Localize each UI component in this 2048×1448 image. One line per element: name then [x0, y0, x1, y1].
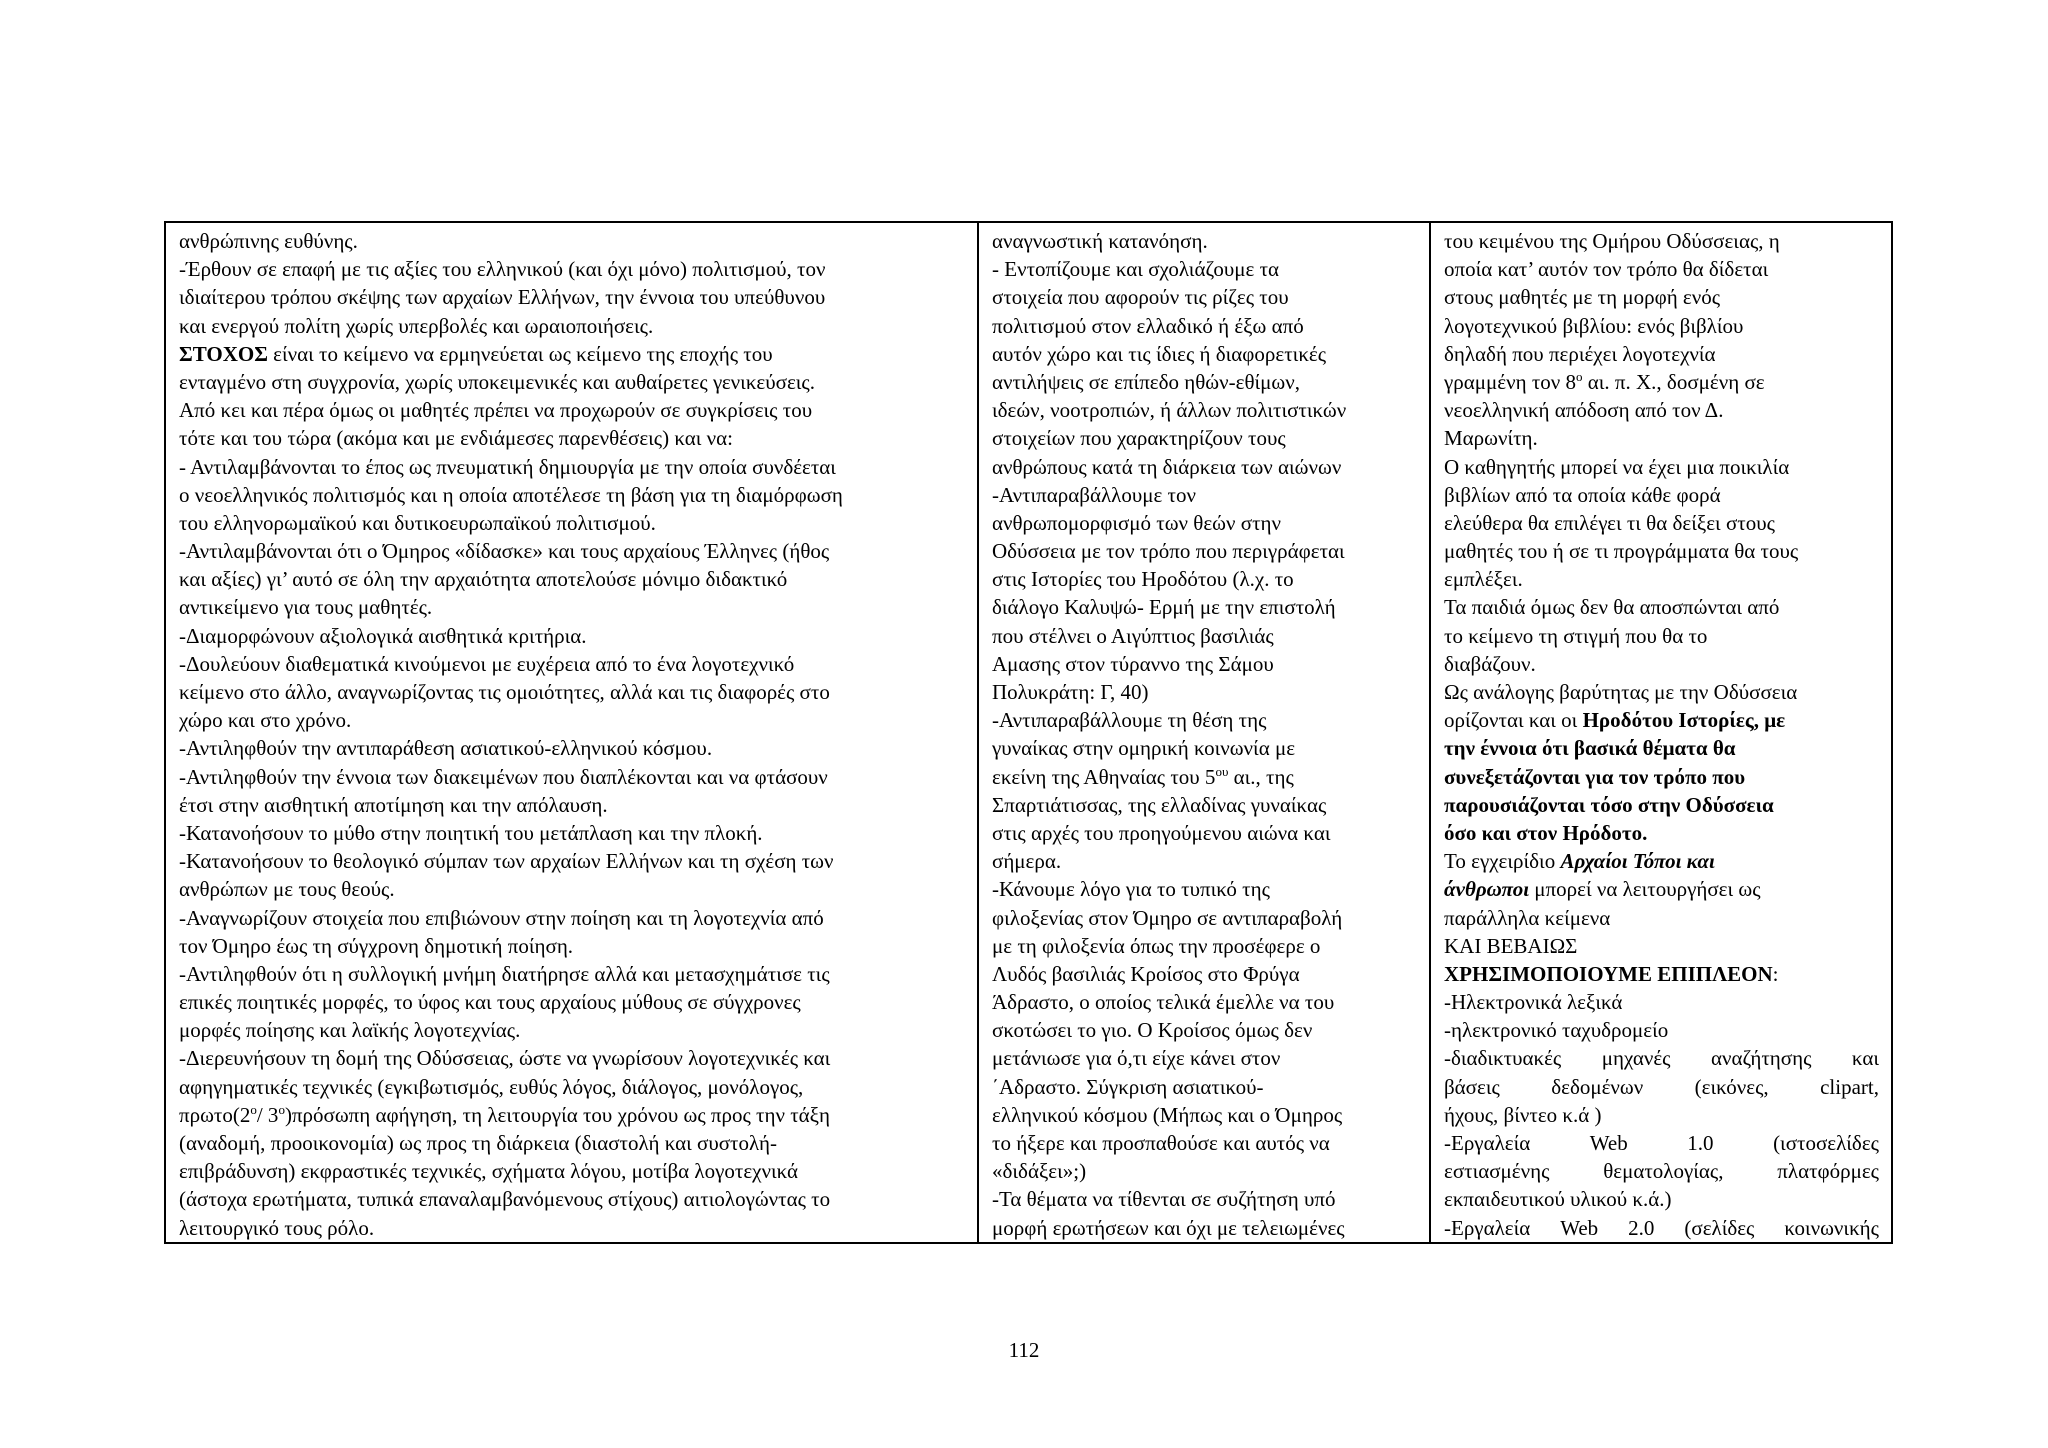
text-line [1444, 904, 1879, 932]
text-line [992, 424, 1417, 452]
text-line [1444, 593, 1879, 621]
text-run: -Αντιλαμβάνονται ότι ο Όμηρος «δίδασκε» και τους αρχαίους Έλληνες (ήθος [179, 539, 830, 564]
text-run: -Αντιληφθούν την έννοια των διακειμένων που διαπλέκονται και να φτάσουν [179, 764, 828, 789]
text-run: : [1772, 961, 1779, 986]
text-line [179, 565, 965, 593]
text-line [1444, 932, 1879, 960]
text-run: διαβάζουν. [1444, 651, 1536, 676]
text-run: γυναίκας στην ομηρική κοινωνία με [992, 736, 1296, 761]
word: δεδομένων [1551, 1074, 1644, 1099]
text-line [992, 340, 1417, 368]
text-run: και αξίες) γι’ αυτό σε όλη την αρχαιότητα αποτελούσε μόνιμο διδακτικό [179, 567, 788, 592]
text-run: -Διαμορφώνουν αξιολογικά αισθητικά κριτήρια. [179, 623, 587, 648]
text-run: έτσι στην αισθητική αποτίμηση και την απόλαυση. [179, 792, 608, 817]
text-line [179, 763, 965, 791]
text-run: -Έρθουν σε επαφή με τις αξίες του ελληνικού (και όχι μόνο) πολιτισμού, τον [179, 257, 826, 282]
text-run: ελληνικού κόσμου (Μήπως και ο Όμηρος [992, 1102, 1343, 1127]
content-table [164, 221, 1893, 1244]
text-line [1444, 734, 1879, 762]
text-run: και ενεργού πολίτη χωρίς υπερβολές και ωραιοποιήσεις. [179, 313, 654, 338]
text-line [179, 988, 965, 1016]
text-run: παράλληλα κείμενα [1444, 905, 1611, 930]
text-line [1444, 537, 1879, 565]
word: clipart, [1820, 1074, 1879, 1099]
emphasis-text: Ηροδότου Ιστορίες, με [1582, 708, 1786, 733]
text-run: φιλοξενίας στον Όμηρο σε αντιπαραβολή [992, 905, 1343, 930]
word: βάσεις [1444, 1074, 1500, 1099]
text-line [992, 1157, 1417, 1185]
text-line [179, 932, 965, 960]
text-line [179, 255, 965, 283]
text-run: τον Όμηρο έως τη σύγχρονη δημοτική ποίηση. [179, 933, 574, 958]
text-line [992, 227, 1417, 255]
emphasis-text: ΣΤΟΧΟΣ [179, 341, 268, 366]
emphasis-text: άνθρωποι [1444, 877, 1530, 902]
activities-column [978, 222, 1430, 1243]
text-line [179, 481, 965, 509]
text-line [1444, 368, 1879, 396]
text-line [1444, 424, 1879, 452]
text-run: Λυδός βασιλιάς Κροίσος στο Φρύγα [992, 961, 1300, 986]
text-run: σκοτώσει το γιο. Ο Κροίσος όμως δεν [992, 1018, 1313, 1043]
text-line [992, 678, 1417, 706]
text-run: Τα παιδιά όμως δεν θα αποσπώνται από [1444, 595, 1780, 620]
text-run: ορίζονται και οι [1444, 708, 1583, 733]
text-run: τότε και του τώρα (ακόμα και με ενδιάμεσες παρενθέσεις) και να: [179, 426, 733, 451]
text-run: -Δουλεύουν διαθεματικά κινούμενοι με ευχέρεια από το ένα λογοτεχνικό [179, 651, 795, 676]
text-run: επικές ποιητικές μορφές, το ύφος και τους αρχαίους μύθους σε σύγχρονες [179, 990, 801, 1015]
text-line [992, 622, 1417, 650]
word: 2.0 [1628, 1215, 1655, 1240]
text-line [992, 537, 1417, 565]
text-run: -Αντιπαραβάλλουμε τη θέση της [992, 708, 1267, 733]
text-run: το κείμενο τη στιγμή που θα το [1444, 623, 1708, 648]
text-run: εκείνη της Αθηναίας του 5 [992, 764, 1216, 789]
table-row [165, 222, 1892, 1243]
text-run: (αναδομή, προοικονομία) ως προς τη διάρκεια (διαστολή και συστολή- [179, 1131, 777, 1155]
text-run: λογοτεχνικού βιβλίου: ενός βιβλίου [1444, 313, 1744, 338]
text-line [179, 396, 965, 424]
text-run: Ο καθηγητής μπορεί να έχει μια ποικιλία [1444, 454, 1790, 479]
page-number: 112 [1008, 1338, 1040, 1362]
text-run: στους μαθητές με τη μορφή ενός [1444, 285, 1721, 310]
text-line [179, 650, 965, 678]
text-line [1444, 283, 1879, 311]
text-line [179, 1016, 965, 1044]
superscript: ο [1576, 368, 1583, 384]
text-run: Πολυκράτη: Γ, 40) [992, 680, 1149, 704]
word: (εικόνες, [1694, 1074, 1769, 1099]
text-line [992, 960, 1417, 988]
word: και [1851, 1046, 1879, 1071]
text-line [1444, 847, 1879, 875]
text-line [179, 904, 965, 932]
text-line [179, 1129, 965, 1157]
emphasis-text: Αρχαίοι Τόποι και [1560, 849, 1715, 874]
text-run: στοιχεία που αφορούν τις ρίζες του [992, 285, 1289, 310]
text-line [1444, 1157, 1879, 1185]
text-run: ΄Αδραστο. Σύγκριση ασιατικού- [992, 1074, 1264, 1099]
text-line [992, 706, 1417, 734]
text-line [179, 819, 965, 847]
text-run: μορφές ποίησης και λαϊκής λογοτεχνίας. [179, 1018, 521, 1043]
text-line [992, 396, 1417, 424]
text-run: μορφή ερωτήσεων και όχι με τελειωμένες [992, 1215, 1345, 1240]
word: -Εργαλεία [1444, 1215, 1531, 1240]
objectives-column [165, 222, 978, 1243]
text-line [1444, 960, 1879, 988]
text-run: Ως ανάλογης βαρύτητας με την Οδύσσεια [1444, 680, 1798, 704]
text-run: -Αντιληφθούν την αντιπαράθεση ασιατικού-ελληνικού κόσμου. [179, 736, 713, 761]
text-line [992, 875, 1417, 903]
text-line [179, 1157, 965, 1185]
text-line [1444, 1185, 1879, 1213]
word: πλατφόρμες [1777, 1159, 1879, 1184]
emphasis-text: συνεξετάζονται για τον τρόπο που [1444, 764, 1746, 789]
text-line [992, 650, 1417, 678]
text-line [1444, 481, 1879, 509]
text-run: -ηλεκτρονικό ταχυδρομείο [1444, 1018, 1669, 1043]
superscript: ο [278, 1101, 285, 1117]
text-line [992, 312, 1417, 340]
text-line [179, 960, 965, 988]
text-line [179, 1073, 965, 1101]
text-run: στοιχείων που χαρακτηρίζουν τους [992, 426, 1286, 451]
text-line [179, 791, 965, 819]
text-run: το ήξερε και προσπαθούσε και αυτός να [992, 1131, 1330, 1155]
emphasis-text: ΧΡΗΣΙΜΟΠΟΙΟΥΜΕ ΕΠΙΠΛΕΟΝ [1444, 961, 1773, 986]
text-line [179, 340, 965, 368]
text-line [179, 424, 965, 452]
text-line [1444, 791, 1879, 819]
text-run: ο νεοελληνικός πολιτισμός και η οποία αποτέλεσε τη βάση για τη διαμόρφωση [179, 482, 843, 507]
word: 1.0 [1687, 1131, 1714, 1155]
text-line [179, 734, 965, 762]
superscript: ου [1215, 763, 1229, 779]
text-run: στις αρχές του προηγούμενου αιώνα και [992, 820, 1331, 845]
text-line [1444, 255, 1879, 283]
text-line [1444, 1073, 1879, 1101]
text-run: βιβλίων από τα οποία κάθε φορά [1444, 482, 1721, 507]
text-line [992, 1044, 1417, 1072]
text-line [1444, 988, 1879, 1016]
text-line [1444, 819, 1879, 847]
text-line [992, 1073, 1417, 1101]
text-line [992, 1016, 1417, 1044]
text-line [992, 988, 1417, 1016]
text-line [992, 734, 1417, 762]
word: -διαδικτυακές [1444, 1046, 1562, 1071]
word: κοινωνικής [1784, 1215, 1879, 1240]
word: (ιστοσελίδες [1773, 1131, 1879, 1155]
text-run: (άστοχα ερωτήματα, τυπικά επαναλαμβανόμενους στίχους) αιτιολογώντας το [179, 1187, 831, 1212]
text-line [179, 847, 965, 875]
text-line [992, 791, 1417, 819]
word: εστιασμένης [1444, 1159, 1550, 1184]
text-line [1444, 340, 1879, 368]
text-run: «διδάξει»;) [992, 1159, 1087, 1184]
text-run: -Ηλεκτρονικά λεξικά [1444, 990, 1623, 1015]
text-run: αναγνωστική κατανόηση. [992, 229, 1208, 253]
text-run: -Τα θέματα να τίθενται σε συζήτηση υπό [992, 1187, 1336, 1212]
text-run: / 3 [256, 1102, 279, 1127]
word: Web [1560, 1215, 1599, 1240]
text-line [992, 763, 1417, 791]
text-line [992, 904, 1417, 932]
text-run: νεοελληνική απόδοση από τον Δ. [1444, 398, 1724, 423]
text-run: μετάνιωσε για ό,τι είχε κάνει στον [992, 1046, 1281, 1071]
text-run: Αμασης στον τύραννο της Σάμου [992, 651, 1274, 676]
text-run: διάλογο Καλυψώ- Ερμή με την επιστολή [992, 595, 1336, 620]
text-line [992, 453, 1417, 481]
text-run: αι., της [1228, 764, 1294, 789]
emphasis-text: όσο και στον Ηρόδοτο. [1444, 820, 1648, 845]
word: (σελίδες [1684, 1215, 1755, 1240]
text-run: ΚΑΙ ΒΕΒΑΙΩΣ [1444, 933, 1578, 958]
text-run: - Εντοπίζουμε και σχολιάζουμε τα [992, 257, 1280, 282]
text-line [1444, 227, 1879, 255]
text-run: ιδεών, νοοτροπιών, ή άλλων πολιτιστικών [992, 398, 1347, 423]
text-run: -Κάνουμε λόγο για το τυπικό της [992, 877, 1270, 902]
text-line [179, 283, 965, 311]
text-run: ελεύθερα θα επιλέγει τι θα δείξει στους [1444, 510, 1775, 535]
text-run: ανθρώπινης ευθύνης. [179, 229, 358, 253]
text-line [992, 509, 1417, 537]
text-run: αυτόν χώρο και τις ίδιες ή διαφορετικές [992, 341, 1327, 366]
text-line [179, 1214, 965, 1242]
text-line [1444, 1101, 1879, 1129]
text-run: αντιλήψεις σε επίπεδο ηθών-εθίμων, [992, 369, 1300, 394]
text-run: λειτουργικό τους ρόλο. [179, 1215, 375, 1240]
text-run: αφηγηματικές τεχνικές (εγκιβωτισμός, ευθύς λόγος, διάλογος, μονόλογος, [179, 1074, 804, 1099]
text-run: -Αντιπαραβάλλουμε τον [992, 482, 1196, 507]
text-run: χώρο και στο χρόνο. [179, 708, 352, 733]
text-line [1444, 706, 1879, 734]
text-run: ανθρώπων με τους θεούς. [179, 877, 395, 902]
text-line [1444, 1129, 1879, 1157]
text-run: αντικείμενο για τους μαθητές. [179, 595, 433, 620]
text-line [179, 678, 965, 706]
text-run: Άδραστο, ο οποίος τελικά έμελλε να του [992, 990, 1335, 1015]
text-run: )πρόσωπη αφήγηση, τη λειτουργία του χρόνου ως προς την τάξη [284, 1102, 830, 1127]
text-run: -Αναγνωρίζουν στοιχεία που επιβιώνουν στην ποίηση και τη λογοτεχνία από [179, 905, 824, 930]
text-run: -Κατανοήσουν το θεολογικό σύμπαν των αρχαίων Ελλήνων και τη σχέση των [179, 849, 834, 874]
text-run: γραμμένη τον 8 [1444, 369, 1577, 394]
text-run: Σπαρτιάτισσας, της ελλαδίνας γυναίκας [992, 792, 1327, 817]
text-line [1444, 509, 1879, 537]
text-run: -Κατανοήσουν το μύθο στην ποιητική του μετάπλαση και την πλοκή. [179, 820, 763, 845]
text-run: σήμερα. [992, 849, 1062, 874]
text-run: στις Ιστορίες του Ηροδότου (λ.χ. το [992, 567, 1294, 592]
text-line [1444, 453, 1879, 481]
text-run: πρωτο(2 [179, 1102, 251, 1127]
text-line [179, 593, 965, 621]
text-run: Το εγχειρίδιο [1444, 849, 1561, 874]
text-run: μπορεί να λειτουργήσει ως [1529, 877, 1761, 902]
text-line [1444, 312, 1879, 340]
text-line [992, 1129, 1417, 1157]
text-line [992, 283, 1417, 311]
text-line [1444, 1214, 1879, 1242]
text-line [179, 509, 965, 537]
text-line [179, 537, 965, 565]
text-line [992, 819, 1417, 847]
text-run: εκπαιδευτικού υλικού κ.ά.) [1444, 1187, 1672, 1212]
text-line [179, 368, 965, 396]
text-run: Από κει και πέρα όμως οι μαθητές πρέπει να προχωρούν σε συγκρίσεις του [179, 398, 813, 423]
text-line [1444, 1016, 1879, 1044]
text-line [992, 593, 1417, 621]
text-run: του κειμένου της Ομήρου Οδύσσειας, η [1444, 229, 1780, 253]
materials-column [1430, 222, 1892, 1243]
text-run: ενταγμένο στη συγχρονία, χωρίς υποκειμενικές και αυθαίρετες γενικεύσεις. [179, 369, 815, 394]
text-run: Οδύσσεια με τον τρόπο που περιγράφεται [992, 539, 1345, 564]
text-run: πολιτισμού στον ελλαδικό ή έξω από [992, 313, 1304, 338]
text-run: -Αντιληφθούν ότι η συλλογική μνήμη διατήρησε αλλά και μετασχημάτισε τις [179, 961, 830, 986]
text-run: ήχους, βίντεο κ.ά ) [1444, 1102, 1602, 1127]
emphasis-text: παρουσιάζονται τόσο στην Οδύσσεια [1444, 792, 1774, 817]
text-line [992, 1185, 1417, 1213]
word: αναζήτησης [1711, 1046, 1812, 1071]
text-line [992, 565, 1417, 593]
text-line [1444, 565, 1879, 593]
text-run: αι. π. Χ., δοσμένη σε [1582, 369, 1765, 394]
text-line [1444, 763, 1879, 791]
word: Web [1589, 1131, 1628, 1155]
text-line [179, 453, 965, 481]
text-line [179, 1101, 965, 1129]
text-line [179, 1044, 965, 1072]
text-line [1444, 1044, 1879, 1072]
text-run: του ελληνορωμαϊκού και δυτικοευρωπαϊκού πολιτισμού. [179, 510, 656, 535]
text-run: ιδιαίτερου τρόπου σκέψης των αρχαίων Ελλήνων, την έννοια του υπεύθυνου [179, 285, 826, 310]
text-line [179, 706, 965, 734]
text-line [1444, 650, 1879, 678]
superscript: ο [250, 1101, 257, 1117]
text-run: -Διερευνήσουν τη δομή της Οδύσσειας, ώστε να γνωρίσουν λογοτεχνικές και [179, 1046, 831, 1071]
text-run: που στέλνει ο Αιγύπτιος βασιλιάς [992, 623, 1274, 648]
text-line [179, 312, 965, 340]
text-line [992, 255, 1417, 283]
text-run: οποία κατ’ αυτόν τον τρόπο θα δίδεται [1444, 257, 1769, 282]
word: -Εργαλεία [1444, 1131, 1531, 1155]
text-line [1444, 396, 1879, 424]
text-line [1444, 875, 1879, 903]
text-run: με τη φιλοξενία όπως την προσέφερε ο [992, 933, 1321, 958]
text-run: Μαρωνίτη. [1444, 426, 1538, 451]
text-line [992, 1214, 1417, 1242]
text-run: - Αντιλαμβάνονται το έπος ως πνευματική δημιουργία με την οποία συνδέεται [179, 454, 836, 479]
text-line [992, 847, 1417, 875]
text-line [992, 932, 1417, 960]
text-run: ανθρώπους κατά τη διάρκεια των αιώνων [992, 454, 1342, 479]
text-run: είναι το κείμενο να ερμηνεύεται ως κείμενο της εποχής του [267, 341, 773, 366]
text-run: μαθητές του ή σε τι προγράμματα θα τους [1444, 539, 1799, 564]
text-line [992, 481, 1417, 509]
text-line [992, 1101, 1417, 1129]
text-line [179, 227, 965, 255]
text-run: δηλαδή που περιέχει λογοτεχνία [1444, 341, 1716, 366]
text-line [179, 622, 965, 650]
text-run: επιβράδυνση) εκφραστικές τεχνικές, σχήματα λόγου, μοτίβα λογοτεχνικά [179, 1159, 799, 1184]
emphasis-text: την έννοια ότι βασικά θέματα θα [1444, 736, 1736, 761]
text-run: εμπλέξει. [1444, 567, 1523, 592]
text-line [1444, 678, 1879, 706]
word: μηχανές [1601, 1046, 1671, 1071]
text-line [179, 1185, 965, 1213]
word: θεματολογίας, [1603, 1159, 1724, 1184]
text-run: κείμενο στο άλλο, αναγνωρίζοντας τις ομοιότητες, αλλά και τις διαφορές στο [179, 680, 830, 704]
text-line [992, 368, 1417, 396]
text-run: ανθρωπομορφισμό των θεών στην [992, 510, 1281, 535]
text-line [179, 875, 965, 903]
text-line [1444, 622, 1879, 650]
